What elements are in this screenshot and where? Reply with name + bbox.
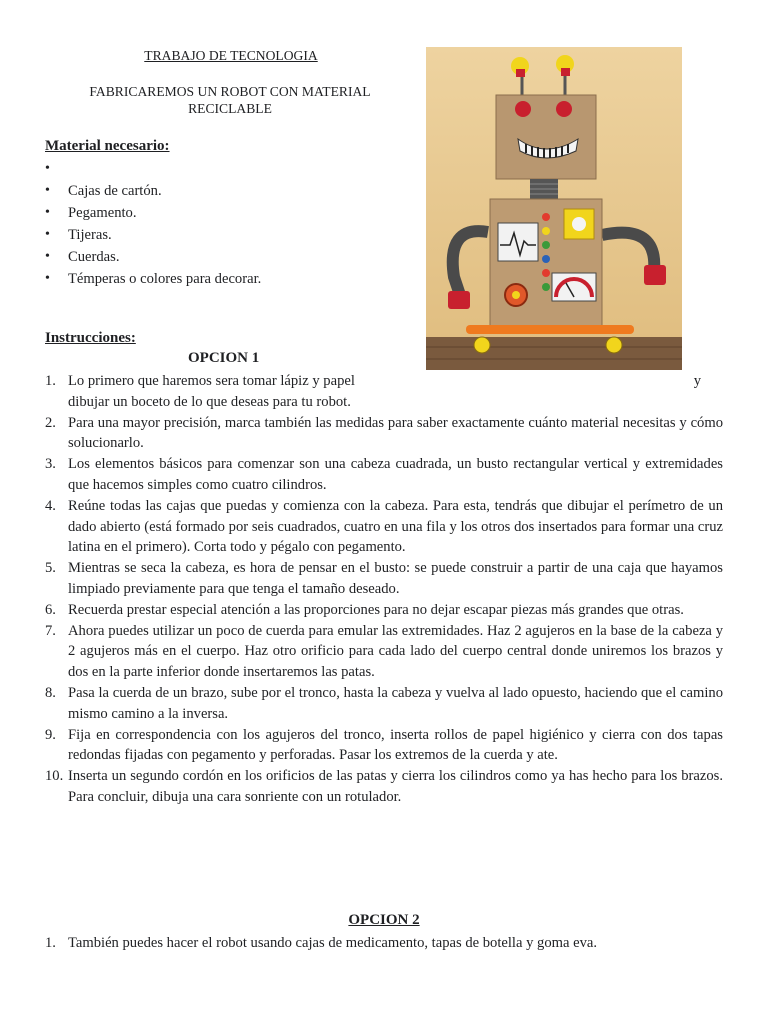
material-item: • Pegamento.: [45, 202, 261, 224]
step-text: Lo primero que haremos sera tomar lápiz y papel: [68, 373, 355, 389]
list-item: [45, 371, 723, 413]
list-item: [45, 933, 723, 954]
step-number: 4.: [45, 497, 56, 514]
list-item: [45, 683, 723, 725]
step-number: 8.: [45, 684, 56, 701]
list-item: [45, 496, 723, 558]
step-text: Fija en correspondencia con los agujeros del tronco, inserta rollos de papel higiénico y cierra con dos tapas redondas fijadas con pegamento y perforadas. Pasar los extremos de la cuerda y ate.: [68, 726, 723, 764]
step-number: 2.: [45, 414, 56, 431]
list-item: [45, 725, 723, 767]
step-text: También puedes hacer el robot usando cajas de medicamento, tapas de botella y goma eva.: [68, 935, 598, 951]
robot-eye-right-icon: [556, 101, 572, 117]
wood-floor: [426, 337, 682, 370]
material-list: [45, 158, 261, 290]
list-item: [45, 621, 723, 683]
material-item: • Cajas de cartón.: [45, 180, 261, 202]
material-item: [45, 158, 261, 180]
step-number: 6.: [45, 601, 56, 618]
step-text: y: [693, 373, 701, 389]
step-text: Ahora puedes utilizar un poco de cuerda para emular las extremidades. Haz 2 agujeros en la base de la cabeza y 2 agujeros más en el cuerpo. Haz otro orificio para cada lado del cuerpo central donde uniremos los brazos y dos en la parte inferior donde insertaremos las patas.: [68, 622, 723, 681]
step-text: Pasa la cuerda de un brazo, sube por el tronco, hasta la cabeza y vuelva al lado opuesto, haciendo que el camino mismo camino a la inversa.: [68, 684, 723, 722]
step-text: Los elementos básicos para comenzar son una cabeza cuadrada, un busto rectangular vertical y extremidades que hacemos simples como cuatro cilindros.: [68, 456, 723, 493]
step-number: 5.: [45, 560, 56, 577]
list-item: [45, 413, 723, 455]
subtitle-line-1: FABRICAREMOS UN ROBOT CON MATERIAL: [89, 84, 371, 99]
option-2-label: OPCION 2: [348, 912, 420, 928]
robot-eye-left-icon: [515, 101, 531, 117]
robot-illustration: [426, 47, 682, 370]
step-number: 9.: [45, 726, 56, 743]
material-item: • Tijeras.: [45, 224, 261, 246]
step-text: dibujar un boceto de lo que deseas para tu robot.: [68, 393, 351, 410]
option-2-steps: [45, 933, 723, 954]
list-item: [45, 600, 723, 621]
step-number: 3.: [45, 456, 56, 473]
robot-skateboard: [466, 325, 634, 334]
list-item: [45, 454, 723, 496]
robot-hand-right-icon: [644, 265, 666, 285]
step-number: 7.: [45, 622, 56, 639]
page-title: TRABAJO DE TECNOLOGIA: [144, 48, 318, 63]
step-number: 1.: [45, 373, 56, 389]
step-text: Mientras se seca la cabeza, es hora de pensar en el busto: se puede construir a partir de una caja que hayamos limpiado previamente para que tenga el tamaño deseado.: [68, 560, 723, 597]
list-item: [45, 558, 723, 600]
robot-heartbeat-panel-icon: [498, 223, 538, 261]
list-item: [45, 766, 723, 808]
robot-photo: [426, 47, 682, 370]
material-heading: Material necesario:: [45, 138, 170, 154]
material-item: • Témperas o colores para decorar.: [45, 268, 261, 290]
instructions-heading: Instrucciones:: [45, 330, 136, 346]
step-number: 1.: [45, 935, 56, 951]
option-1-steps: [45, 371, 723, 808]
step-number: 10.: [45, 768, 64, 785]
robot-head: [496, 95, 596, 179]
step-text: Recuerda prestar especial atención a las proporciones para no dejar escapar piezas más grandes que otras.: [68, 601, 684, 618]
step-text: Reúne todas las cajas que puedas y comienza con la cabeza. Para esta, tendrás que dibujar el perímetro de un dado abierto (está formado por seis cuadrados, cuatro en una fila y los otros dos insertados para formar una cruz latina en el primero). Corta todo y pégalo con pegamento.: [68, 497, 723, 556]
option-1-label: OPCION 1: [188, 350, 260, 366]
material-item: • Cuerdas.: [45, 246, 261, 268]
step-text: Inserta un segundo cordón en los orificios de las patas y cierra los cilindros como ya has hecho para los brazos. Para concluir, dibuja una cara sonriente con un rotulador.: [68, 768, 723, 805]
page-subtitle: [40, 83, 420, 117]
robot-hand-left-icon: [448, 291, 470, 309]
subtitle-line-2: RECICLABLE: [188, 101, 272, 116]
step-text: Para una mayor precisión, marca también las medidas para saber exactamente cuánto material necesitas y cómo solucionarlo.: [68, 414, 723, 452]
robot-neck: [530, 179, 558, 201]
